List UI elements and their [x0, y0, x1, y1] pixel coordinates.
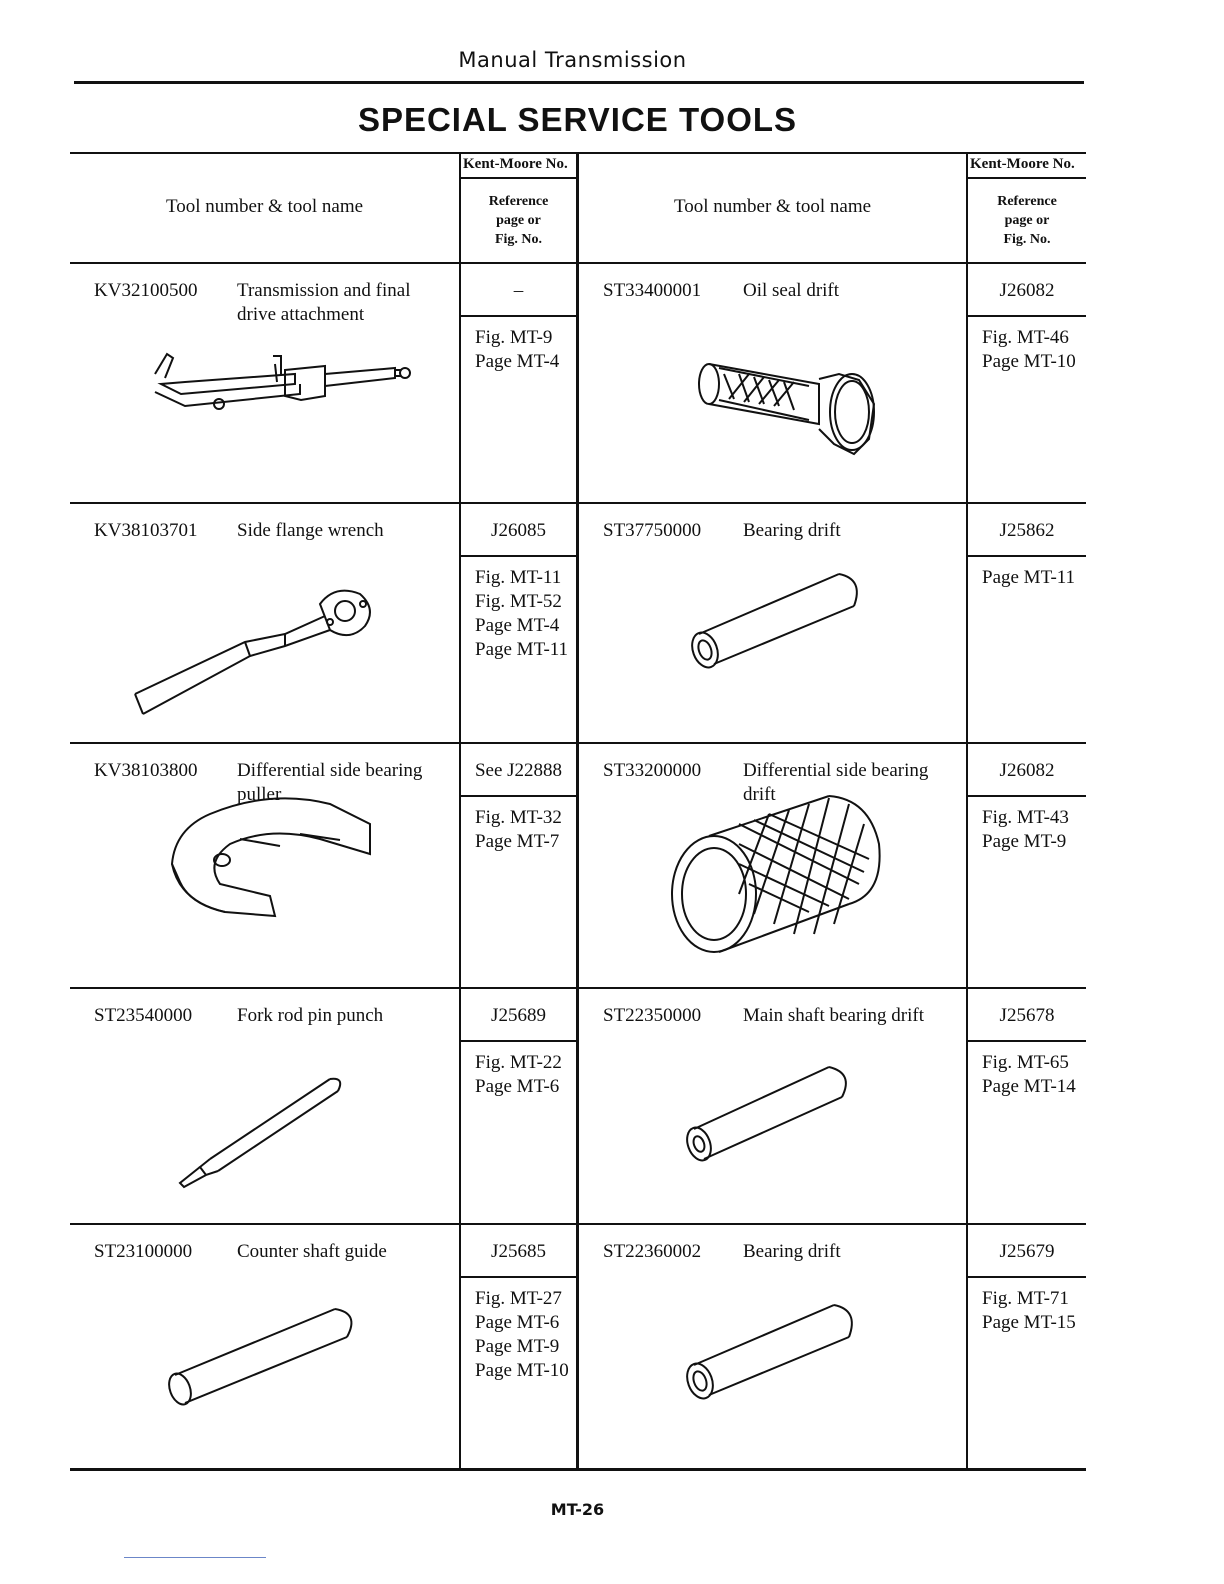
reference-item: Fig. MT-65 [982, 1052, 1069, 1073]
tool-name: Differential side bearing [237, 760, 423, 781]
kent-moore-rule [461, 1276, 576, 1278]
reference-list [475, 1287, 569, 1383]
kent-moore-rule [968, 1276, 1086, 1278]
tool-name: Bearing drift [743, 520, 841, 541]
header-rule [74, 81, 1084, 84]
transmission-attachment-icon [125, 334, 425, 449]
reference-item: Fig. MT-43 [982, 807, 1069, 828]
kent-moore-rule [461, 1040, 576, 1042]
reference-item: Page MT-6 [475, 1312, 560, 1333]
kent-moore-number: J25862 [999, 520, 1055, 541]
column-header-kent-moore: Kent-Moore No. [463, 156, 568, 172]
tool-name: Counter shaft guide [237, 1241, 387, 1262]
main-shaft-drift-icon [674, 1059, 874, 1184]
reference-item: Fig. MT-9 [475, 327, 553, 348]
reference-item: Page MT-11 [475, 639, 569, 660]
reference-list [475, 1051, 562, 1099]
reference-list [982, 1051, 1076, 1099]
tool-number: ST23540000 [94, 1005, 193, 1026]
tool-number: KV32100500 [94, 280, 198, 301]
tool-name: Transmission and final [237, 280, 411, 301]
kent-moore-number: J26082 [999, 280, 1055, 301]
kent-moore-number: – [513, 280, 524, 301]
tool-number: ST37750000 [603, 520, 702, 541]
column-header-tool: Tool number & tool name [673, 196, 872, 217]
page-header: Manual Transmission [458, 48, 687, 72]
reference-item: Page MT-9 [475, 1336, 560, 1357]
kent-moore-number: J26082 [999, 760, 1055, 781]
reference-item: Fig. MT-11 [475, 567, 562, 588]
kent-moore-rule [968, 315, 1086, 317]
reference-item: Fig. MT-52 [475, 591, 562, 612]
reference-item: Fig. MT-32 [475, 807, 562, 828]
kent-moore-rule [461, 315, 576, 317]
bearing-drift-icon [679, 564, 879, 689]
reference-list [475, 806, 562, 854]
tool-number: ST22350000 [603, 1005, 702, 1026]
tools-table [70, 152, 1086, 1470]
reference-item: Fig. MT-71 [982, 1288, 1069, 1309]
tool-name: drift [743, 784, 776, 805]
column-header-reference: Reference page or Fig. No. [997, 194, 1057, 247]
reference-list [982, 1287, 1076, 1335]
bearing-drift-large-icon [659, 784, 899, 959]
kent-moore-number: J25679 [999, 1241, 1055, 1262]
reference-list [475, 326, 559, 374]
reference-list [475, 566, 568, 662]
tool-number: ST22360002 [603, 1241, 702, 1262]
column-header-tool: Tool number & tool name [165, 196, 364, 217]
reference-list [982, 806, 1069, 854]
tool-number: ST33200000 [603, 760, 702, 781]
column-rule [459, 152, 461, 1470]
reference-item: Page MT-6 [475, 1076, 560, 1097]
scan-artifact-line [124, 1557, 266, 1558]
reference-item: Page MT-10 [475, 1360, 569, 1381]
tool-name: Side flange wrench [237, 520, 384, 541]
kent-moore-number: J25678 [999, 1005, 1055, 1026]
flange-wrench-icon [125, 564, 385, 729]
reference-item: Fig. MT-27 [475, 1288, 562, 1309]
tool-number: KV38103800 [94, 760, 198, 781]
tool-name: Oil seal drift [743, 280, 840, 301]
reference-item: Page MT-15 [982, 1312, 1076, 1333]
tool-name: Fork rod pin punch [237, 1005, 384, 1026]
kent-moore-number: J26085 [491, 520, 546, 541]
tool-name: puller [237, 784, 282, 805]
reference-item: Fig. MT-22 [475, 1052, 562, 1073]
reference-item: Fig. MT-46 [982, 327, 1069, 348]
tool-number: ST23100000 [94, 1241, 193, 1262]
reference-item: Page MT-10 [982, 351, 1076, 372]
reference-item: Page MT-14 [982, 1076, 1076, 1097]
reference-list [982, 326, 1076, 374]
oil-seal-drift-icon [669, 344, 889, 469]
page-title: SPECIAL SERVICE TOOLS [357, 101, 798, 138]
kent-moore-number: See J22888 [474, 760, 563, 781]
bearing-drift-icon [674, 1295, 874, 1420]
pin-punch-icon [170, 1059, 370, 1194]
reference-item: Page MT-4 [475, 615, 560, 636]
tool-name: drive attachment [237, 304, 365, 325]
page-number: MT-26 [550, 1500, 605, 1519]
kent-moore-number: J25685 [491, 1241, 546, 1262]
reference-item: Page MT-7 [475, 831, 560, 852]
tool-name: Bearing drift [743, 1241, 841, 1262]
kent-moore-rule [461, 795, 576, 797]
kent-moore-rule [968, 555, 1086, 557]
reference-item: Page MT-9 [982, 831, 1067, 852]
kent-moore-rule [968, 1040, 1086, 1042]
counter-shaft-guide-icon [155, 1295, 375, 1420]
tool-name: Differential side bearing [743, 760, 929, 781]
reference-item: Page MT-11 [982, 567, 1076, 588]
kent-moore-number: J25689 [491, 1005, 546, 1026]
column-header-kent-moore: Kent-Moore No. [970, 156, 1075, 172]
reference-item: Page MT-4 [475, 351, 560, 372]
tool-number: ST33400001 [603, 280, 702, 301]
reference-list [982, 566, 1075, 590]
column-header-reference: Reference page or Fig. No. [488, 194, 549, 247]
subheader-rule [461, 177, 576, 179]
kent-moore-rule [968, 795, 1086, 797]
tool-name: Main shaft bearing drift [743, 1005, 924, 1026]
kent-moore-rule [461, 555, 576, 557]
subheader-rule [968, 177, 1086, 179]
bearing-puller-icon [150, 784, 380, 939]
column-rule [966, 152, 968, 1470]
tool-number: KV38103701 [94, 520, 198, 541]
column-rule [576, 152, 579, 1470]
